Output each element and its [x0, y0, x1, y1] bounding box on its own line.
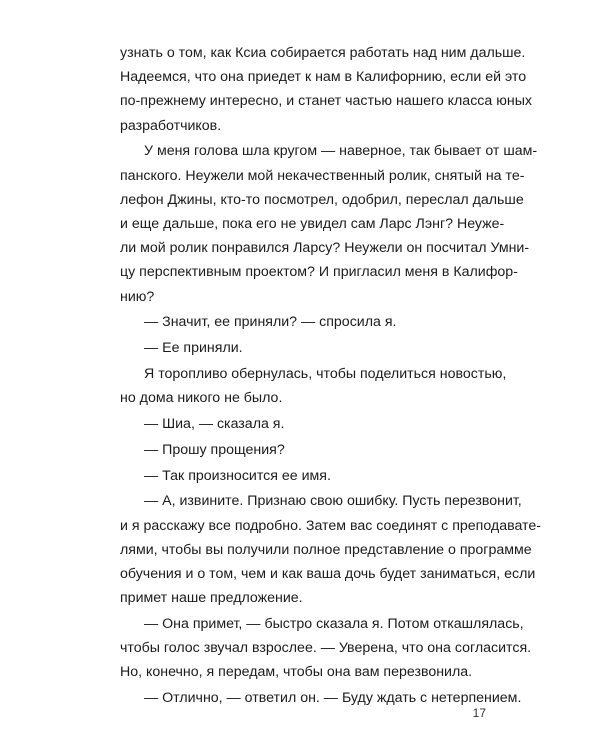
text-line: лями, чтобы вы получили полное представление о программе — [120, 542, 532, 558]
text-line: — Она примет, — быстро сказала я. Потом откашлялась, — [144, 616, 524, 632]
page-number: 17 — [472, 706, 486, 720]
text-line: — А, извините. Признаю свою ошибку. Пусть перезвонит, — [144, 493, 522, 509]
text-line: узнать о том, как Ксиа собирается работать над ним дальше. — [120, 45, 526, 61]
text-line: и еще дальше, пока его не увидел сам Ларс Лэнг? Неуже- — [120, 216, 505, 232]
text-line: Надеемся, что она приедет к нам в Калифорнию, если ей это — [120, 69, 527, 85]
text-line: У меня голова шла кругом — наверное, так бывает от шам- — [144, 143, 538, 159]
text-line: — Прошу прощения? — [144, 442, 285, 458]
text-line: обучения и о том, чем и как ваша дочь будет заниматься, если — [120, 566, 536, 582]
text-line: Я торопливо обернулась, чтобы поделиться новостью, — [144, 366, 507, 382]
text-line: по-прежнему интересно, и станет частью нашего класса юных — [120, 93, 532, 109]
text-line: примет наше предложение. — [120, 590, 303, 606]
text-line: и я расскажу все подробно. Затем вас соединят с преподавате- — [120, 518, 542, 534]
text-line: ли мой ролик понравился Ларсу? Неужели он посчитал Умни- — [120, 240, 530, 256]
text-line: чтобы голос звучал взрослее. — Уверена, что она согласится. — [120, 640, 532, 656]
text-line: — Значит, ее приняли? — спросила я. — [144, 314, 397, 330]
text-line: — Шиа, — сказала я. — [144, 416, 285, 432]
text-line: но дома никого не было. — [120, 390, 283, 406]
text-line: — Ее приняли. — [144, 340, 243, 356]
text-line: лефон Джины, кто-то посмотрел, одобрил, переслал дальше — [120, 192, 524, 208]
text-line: панского. Неужели мой некачественный ролик, снятый на те- — [120, 168, 525, 184]
text-line: — Отлично, — ответил он. — Буду ждать с нетерпением. — [144, 690, 522, 706]
text-line: цу перспективным проектом? И пригласил меня в Калифор- — [120, 264, 518, 280]
text-line: нию? — [120, 289, 155, 305]
text-line: — Так произносится ее имя. — [144, 468, 331, 484]
text-line: Но, конечно, я передам, чтобы она вам перезвонила. — [120, 664, 473, 680]
text-line: разработчиков. — [120, 118, 222, 134]
